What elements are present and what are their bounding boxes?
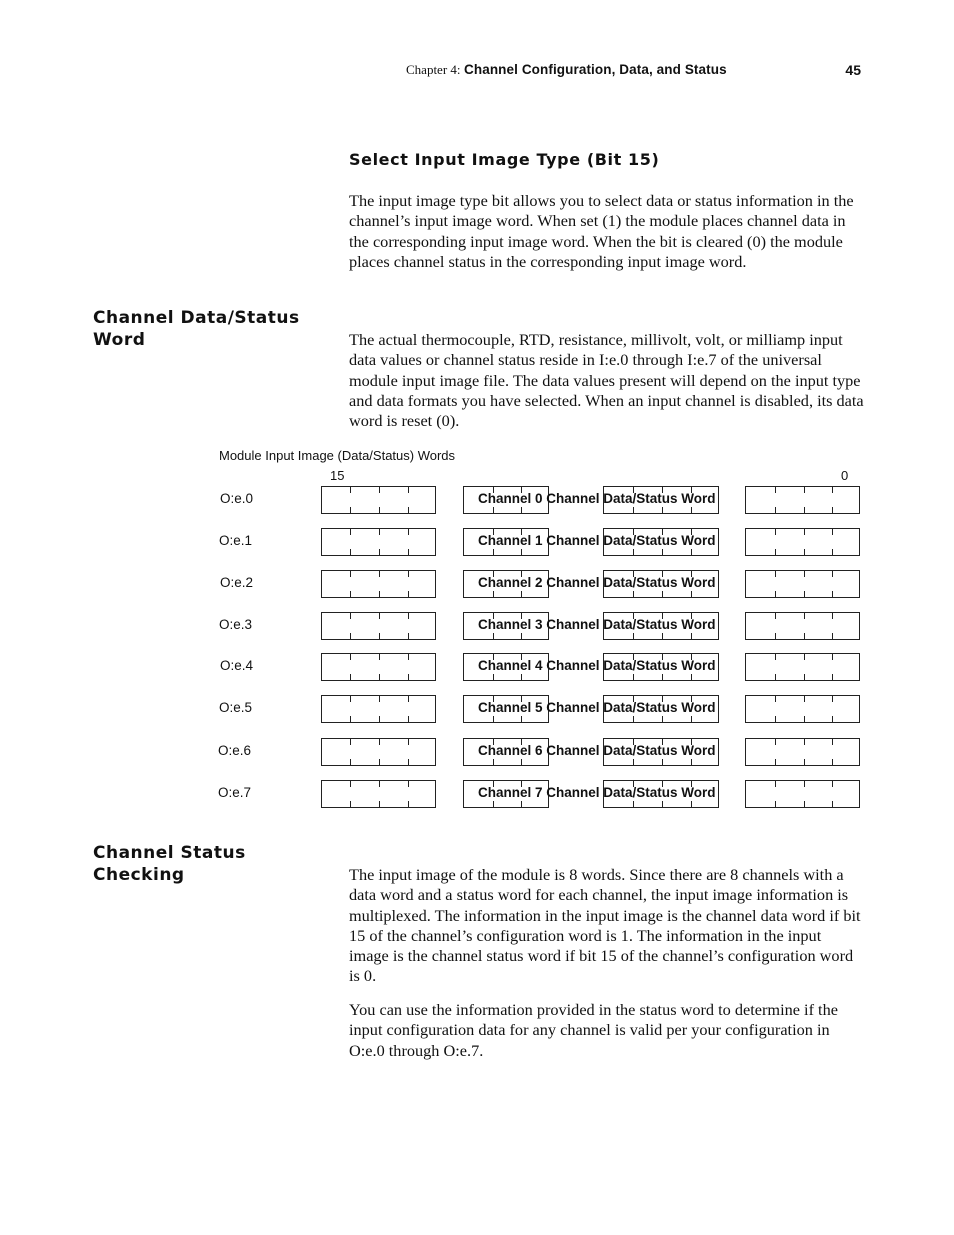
bit-field-segment: [321, 570, 436, 598]
bit-tick: [408, 739, 409, 745]
bit-tick: [379, 571, 380, 577]
running-header: [406, 62, 861, 82]
bit-field-segment: [745, 570, 860, 598]
bit-tick: [493, 759, 494, 765]
channel-data-status-heading: [93, 307, 323, 351]
bit-tick: [408, 529, 409, 535]
bit-tick: [804, 613, 805, 619]
bit-tick: [775, 716, 776, 722]
channel-word-label: Channel 5 Channel Data/Status Word: [478, 700, 716, 715]
word-address: O:e.3: [219, 617, 253, 632]
heading-line: Channel Data/Status: [93, 308, 300, 328]
bit-tick: [804, 633, 805, 639]
bit-tick: [408, 487, 409, 493]
bit-field-segment: [745, 528, 860, 556]
bit-field-segment: [745, 738, 860, 766]
bit-tick: [832, 716, 833, 722]
bit-tick: [804, 674, 805, 680]
word-address: O:e.6: [218, 743, 252, 758]
bit-tick: [804, 654, 805, 660]
bit-tick: [521, 633, 522, 639]
channel-status-checking-body-2: You can use the information provided in the status word to determine if the input configuration data for any channel is valid per your configuration in O:e.0 through O:e.7.: [349, 1000, 838, 1060]
bit-tick: [775, 696, 776, 702]
bit-tick: [408, 674, 409, 680]
bit-tick: [379, 549, 380, 555]
bit-tick: [775, 759, 776, 765]
bit-tick: [350, 507, 351, 513]
bit-tick: [775, 781, 776, 787]
bit-tick: [350, 529, 351, 535]
bit-tick: [350, 487, 351, 493]
word-address: O:e.1: [219, 533, 253, 548]
bit-tick: [775, 613, 776, 619]
bit-field-segment: [321, 612, 436, 640]
bit-tick: [379, 696, 380, 702]
word-address: O:e.2: [220, 575, 254, 590]
bit-tick: [804, 571, 805, 577]
bit-tick: [633, 801, 634, 807]
bit-tick: [408, 571, 409, 577]
bit-tick: [804, 781, 805, 787]
bit-tick: [832, 591, 833, 597]
bit-tick: [775, 739, 776, 745]
bit-tick: [691, 507, 692, 513]
bit-tick: [379, 613, 380, 619]
bit-field-segment: [745, 780, 860, 808]
bit-tick: [691, 633, 692, 639]
word-address: O:e.4: [220, 658, 254, 673]
bit-tick: [804, 801, 805, 807]
channel-word-label: Channel 6 Channel Data/Status Word: [478, 743, 716, 758]
bit-field-segment: [745, 653, 860, 681]
bit-tick: [804, 487, 805, 493]
channel-word-label: Channel 7 Channel Data/Status Word: [478, 785, 716, 800]
bit-tick: [691, 591, 692, 597]
channel-word-label: Channel 1 Channel Data/Status Word: [478, 533, 716, 548]
bit-tick: [633, 674, 634, 680]
select-input-image-type-body: The input image type bit allows you to select data or status information in the channel’s input image word. When set (1) the module places channel data in the corresponding input image word. When the bit is cleared (0) the module places channel status in the corresponding input image word.: [349, 191, 854, 271]
bit-tick: [662, 801, 663, 807]
bit-tick: [662, 591, 663, 597]
bit-field-segment: [745, 695, 860, 723]
bit-tick: [408, 507, 409, 513]
channel-word-label: Channel 3 Channel Data/Status Word: [478, 617, 716, 632]
bit-tick: [350, 549, 351, 555]
bit-tick: [832, 654, 833, 660]
bit-tick: [691, 759, 692, 765]
bit-tick: [521, 759, 522, 765]
page-number: 45: [845, 62, 861, 78]
bit-tick: [521, 591, 522, 597]
bit-tick: [804, 549, 805, 555]
bit-tick: [350, 759, 351, 765]
bit-tick: [691, 801, 692, 807]
bit-tick: [379, 759, 380, 765]
bit-tick: [379, 654, 380, 660]
bit-tick: [633, 759, 634, 765]
bit-tick: [408, 654, 409, 660]
bit-tick: [775, 801, 776, 807]
bit-tick: [408, 696, 409, 702]
bit-tick: [521, 549, 522, 555]
bit-tick: [521, 801, 522, 807]
bit-tick: [804, 529, 805, 535]
select-input-image-type-heading: Select Input Image Type (Bit 15): [349, 150, 660, 169]
bit-tick: [350, 674, 351, 680]
bit-tick: [662, 633, 663, 639]
bit-tick: [832, 549, 833, 555]
word-address: O:e.7: [218, 785, 252, 800]
bit-tick: [633, 507, 634, 513]
bit-tick: [350, 739, 351, 745]
bit-field-segment: [321, 486, 436, 514]
bit-tick: [804, 591, 805, 597]
bit-tick: [832, 696, 833, 702]
bit-tick: [804, 696, 805, 702]
bit-field-segment: [321, 695, 436, 723]
bit-tick: [633, 716, 634, 722]
bit-field-segment: [745, 612, 860, 640]
bit-field-segment: [745, 486, 860, 514]
bit-tick: [662, 674, 663, 680]
figure-caption: Module Input Image (Data/Status) Words: [219, 448, 456, 463]
bit-tick: [408, 613, 409, 619]
bit-tick: [408, 801, 409, 807]
bit-field-segment: [321, 653, 436, 681]
bit-tick: [832, 674, 833, 680]
heading-line: Word: [93, 330, 146, 350]
bit-tick: [408, 759, 409, 765]
bit-tick: [350, 571, 351, 577]
channel-status-checking-body-1: The input image of the module is 8 words. Since there are 8 channels with a data word and a status word for each channel, the input image information is multiplexed. The information in the input image is the channel data word if bit 15 of the channel’s configuration word is 1. The information in the input image is the channel status word if bit 15 of the channel’s configuration word is 0.: [349, 865, 861, 986]
bit-tick: [804, 759, 805, 765]
bit-tick: [350, 613, 351, 619]
bit-tick: [379, 633, 380, 639]
bit-tick: [493, 549, 494, 555]
bit-tick: [832, 529, 833, 535]
bit-tick: [832, 571, 833, 577]
bit-tick: [633, 549, 634, 555]
bit-tick: [691, 716, 692, 722]
bit-tick: [350, 801, 351, 807]
bit-tick: [408, 591, 409, 597]
bit-tick: [662, 549, 663, 555]
bit-tick: [832, 739, 833, 745]
bit-field-segment: [321, 528, 436, 556]
bit-tick: [408, 781, 409, 787]
bit-tick: [521, 716, 522, 722]
bit-tick: [379, 781, 380, 787]
bit-tick: [832, 613, 833, 619]
bit-tick: [350, 654, 351, 660]
bit-tick: [775, 571, 776, 577]
bit-tick: [775, 674, 776, 680]
bit-tick: [662, 716, 663, 722]
bit-tick: [493, 801, 494, 807]
bit-tick: [350, 781, 351, 787]
bit-tick: [493, 716, 494, 722]
bit-tick: [408, 549, 409, 555]
bit-tick: [350, 696, 351, 702]
bit-tick: [804, 507, 805, 513]
bit-tick: [691, 549, 692, 555]
bit-tick: [775, 529, 776, 535]
bit-tick: [775, 487, 776, 493]
bit-tick: [775, 591, 776, 597]
bit-tick: [775, 654, 776, 660]
bit-tick: [662, 507, 663, 513]
bit-tick: [379, 801, 380, 807]
bit-tick: [775, 549, 776, 555]
bit-tick: [832, 487, 833, 493]
bit-tick: [379, 487, 380, 493]
bit-tick: [493, 674, 494, 680]
bit-tick: [493, 591, 494, 597]
bit-tick: [379, 507, 380, 513]
channel-data-status-body: The actual thermocouple, RTD, resistance, millivolt, volt, or milliamp input data values or channel status reside in I:e.0 through I:e.7 of the universal module input image file. The data values present will depend on the input type and data formats you have selected. When an input channel is disabled, its data word is reset (0).: [349, 330, 864, 431]
bit-tick: [493, 507, 494, 513]
bit-tick: [408, 716, 409, 722]
bit-tick: [691, 674, 692, 680]
channel-word-label: Channel 0 Channel Data/Status Word: [478, 491, 716, 506]
bit-tick: [832, 781, 833, 787]
bit-tick: [832, 759, 833, 765]
bit-15-label: 15: [330, 468, 345, 483]
bit-tick: [521, 507, 522, 513]
bit-tick: [633, 633, 634, 639]
heading-line: Checking: [93, 865, 185, 885]
word-address: O:e.0: [220, 491, 254, 506]
bit-tick: [379, 716, 380, 722]
bit-field-segment: [321, 780, 436, 808]
bit-tick: [832, 801, 833, 807]
bit-tick: [379, 529, 380, 535]
bit-tick: [379, 739, 380, 745]
bit-tick: [379, 591, 380, 597]
bit-tick: [379, 674, 380, 680]
bit-tick: [350, 633, 351, 639]
bit-0-label: 0: [841, 468, 849, 483]
bit-tick: [350, 716, 351, 722]
bit-tick: [804, 739, 805, 745]
word-address: O:e.5: [219, 700, 253, 715]
bit-field-segment: [321, 738, 436, 766]
bit-tick: [775, 633, 776, 639]
bit-tick: [350, 591, 351, 597]
chapter-title: Channel Configuration, Data, and Status: [464, 62, 727, 77]
bit-tick: [633, 591, 634, 597]
bit-tick: [832, 633, 833, 639]
bit-tick: [775, 507, 776, 513]
bit-tick: [832, 507, 833, 513]
chapter-label: Chapter 4:: [406, 62, 461, 77]
bit-tick: [493, 633, 494, 639]
heading-line: Channel Status: [93, 843, 246, 863]
bit-tick: [408, 633, 409, 639]
bit-tick: [521, 674, 522, 680]
channel-word-label: Channel 4 Channel Data/Status Word: [478, 658, 716, 673]
channel-word-label: Channel 2 Channel Data/Status Word: [478, 575, 716, 590]
channel-status-checking-heading: [93, 842, 323, 886]
bit-tick: [804, 716, 805, 722]
bit-tick: [662, 759, 663, 765]
